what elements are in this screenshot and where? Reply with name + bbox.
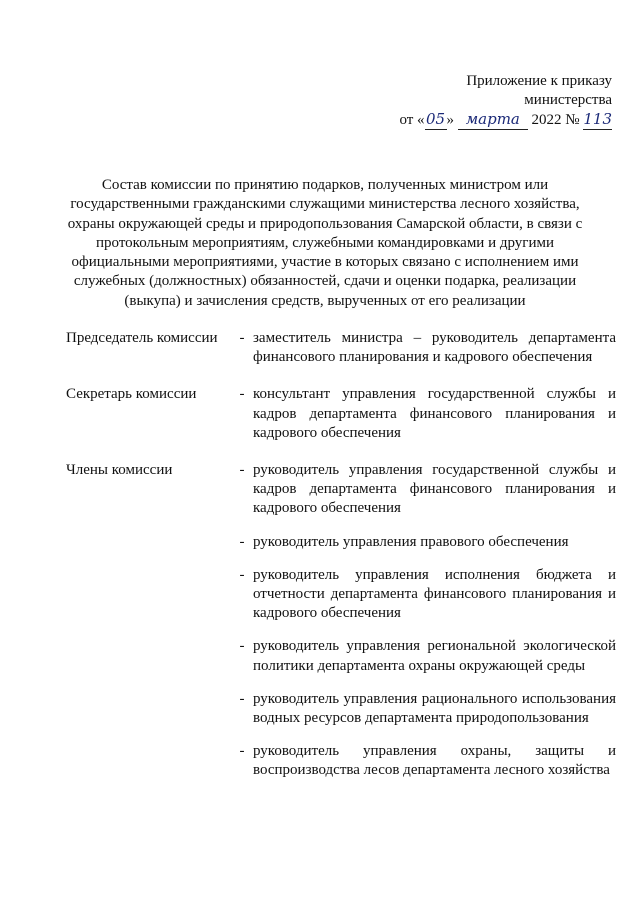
header-line-2: министерства <box>524 92 612 108</box>
date-prefix: от « <box>399 112 425 128</box>
dash-separator: - <box>239 533 245 550</box>
role-row-member <box>66 461 616 519</box>
date-mid: » <box>446 112 455 128</box>
member-description: руководитель управления исполнения бюджета и отчетности департамента финансового планирования и кадрового обеспечения <box>253 566 616 622</box>
member-description: руководитель управления правового обеспечения <box>253 533 569 550</box>
date-day-handwritten: 05 <box>426 110 446 128</box>
role-label: Члены комиссии <box>66 462 173 479</box>
dash-separator: - <box>239 386 245 403</box>
role-row-member <box>66 637 616 675</box>
role-row-chair <box>66 329 616 367</box>
document-header <box>399 72 612 130</box>
header-line-1: Приложение к приказу <box>466 73 612 89</box>
date-year: 2022 № <box>531 112 580 128</box>
dash-separator: - <box>239 462 245 479</box>
role-description: заместитель министра – руководитель департамента финансового планирования и кадрового обеспечения <box>253 330 616 366</box>
dash-separator: - <box>239 690 245 707</box>
dash-separator: - <box>239 330 245 346</box>
role-description: консультант управления государственной службы и кадров департамента финансового планирования и кадрового обеспечения <box>253 386 616 441</box>
date-month-handwritten: марта <box>458 110 528 130</box>
member-description: руководитель управления государственной службы и кадров департамента финансового планирования и кадрового обеспечения <box>253 462 616 517</box>
role-row-member <box>66 690 616 728</box>
role-row-member <box>66 742 616 780</box>
role-row-member <box>66 533 616 552</box>
dash-separator: - <box>239 743 245 760</box>
dash-separator: - <box>239 638 245 655</box>
member-description: руководитель управления региональной экологической политики департамента охраны окружающей среды <box>253 638 616 674</box>
member-description: руководитель управления рационального использования водных ресурсов департамента природопользования <box>253 690 616 727</box>
role-label: Председатель комиссии <box>66 330 218 346</box>
member-description: руководитель управления охраны, защиты и воспроизводства лесов департамента лесного хозяйства <box>253 743 616 779</box>
order-number-handwritten: 113 <box>583 110 612 128</box>
commission-roles <box>66 329 616 781</box>
role-row-secretary <box>66 385 616 443</box>
dash-separator: - <box>239 566 245 583</box>
role-row-member <box>66 566 616 624</box>
document-title: Состав комиссии по принятию подарков, полученных министром или государственными гражданскими служащими министерства лесного хозяйства, охраны окружающей среды и природопользования Самарской области, в связи с протокольным мероприятиям, служебными командировками и другими официальными мероприятиями, участие в которых связано с исполнением ими служебных (должностных) обязанностей, сдачи и оценки подарка, реализации (выкупа) и зачисления средств, вырученных от его реализации <box>67 177 583 309</box>
role-label: Секретарь комиссии <box>66 386 197 403</box>
header-date-line <box>399 110 612 130</box>
